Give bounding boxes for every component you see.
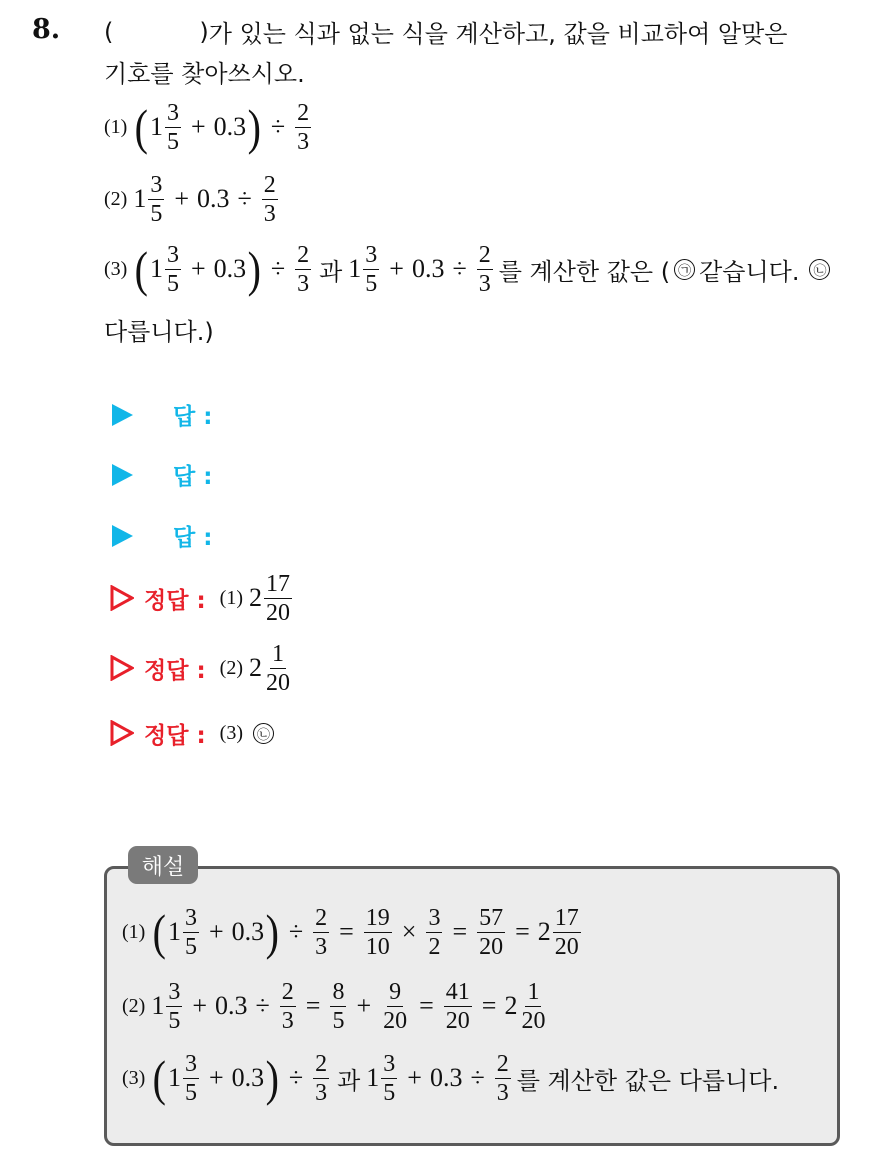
answer-label: 답 :: [173, 525, 213, 551]
answer-row-1[interactable]: [112, 398, 212, 431]
option-2-marker: ㉡: [809, 259, 830, 280]
question-item-3-continued: 다릅니다.): [104, 318, 214, 346]
play-arrow-icon: [112, 464, 133, 486]
answer-label: 답 :: [173, 464, 213, 490]
question-number: 8.: [32, 14, 61, 45]
question-item-3: (3) ( 1 $\frac{3}{5}$ + 0.3 ) ÷ $\frac{2}{3}$ 과 1 $\frac{3}{5}$ + 0.3 ÷ $\frac{2}{3}$ 를 계산한 값은 ( ㉠ 같습니다. ㉡: [104, 238, 834, 300]
solution-tag: 해설: [128, 846, 198, 884]
question-item-2: (2) 1 $\frac{3}{5}$ + 0.3 ÷ $\frac{2}{3}$: [104, 168, 280, 230]
play-arrow-icon: [112, 525, 133, 547]
question-item-1: (1) ( 1 $\frac{3}{5}$ + 0.3 ) ÷ $\frac{2}{3}$: [104, 96, 313, 158]
expression-1: ( 1 $\frac{3}{5}$ + 0.3 ) ÷ $\frac{2}{3}$: [134, 99, 310, 155]
answer-row-2[interactable]: [112, 458, 212, 491]
outline-triangle-icon: [110, 720, 134, 746]
expression-2: 1 $\frac{3}{5}$ + 0.3 ÷ $\frac{2}{3}$: [133, 171, 276, 227]
correct-answer-2: 정답 : (2) 2 $\frac{1}{20}$: [110, 638, 294, 698]
outline-triangle-icon: [110, 655, 134, 681]
expression-3b: 1 $\frac{3}{5}$ + 0.3 ÷ $\frac{2}{3}$: [348, 241, 491, 297]
correct-answer-3: 정답 : (3) ㉡: [110, 718, 278, 748]
question-text-line2: 기호를 찾아쓰시오.: [104, 60, 305, 88]
answer-row-3[interactable]: [112, 519, 212, 552]
answer-label: 답 :: [173, 404, 213, 430]
option-1-marker: ㉠: [674, 259, 695, 280]
expression-3a: ( 1 $\frac{3}{5}$ + 0.3 ) ÷ $\frac{2}{3}$: [134, 241, 310, 297]
solution-line-1: (1) ( 1 $\frac{3}{5}$ + 0.3 ) ÷ $\frac{2}{3}$ = $\frac{19}{10}$ × $\frac{3}{2}$ = $\frac{57}{20}$ = 2 $\frac{17}{20}$: [122, 904, 579, 960]
correct-answer-1: 정답 : (1) 2 $\frac{17}{20}$: [110, 568, 294, 628]
solution-line-3: (3) ( 1 $\frac{3}{5}$ + 0.3 ) ÷ $\frac{2}{3}$ 과 1 $\frac{3}{5}$ + 0.3 ÷ $\frac{2}{3}$ 를 계산한 값은 다릅니다.: [122, 1050, 780, 1106]
outline-triangle-icon: [110, 585, 134, 611]
solution-line-2: (2) 1 $\frac{3}{5}$ + 0.3 ÷ $\frac{2}{3}$ = $\frac{8}{5}$ + $\frac{9}{20}$ = $\frac{41}{20}$ = 2 $\frac{1}{20}$: [122, 978, 546, 1034]
question-text-line1: ( ) 가 있는 식과 없는 식을 계산하고, 값을 비교하여 알맞은: [104, 17, 788, 48]
play-arrow-icon: [112, 404, 133, 426]
